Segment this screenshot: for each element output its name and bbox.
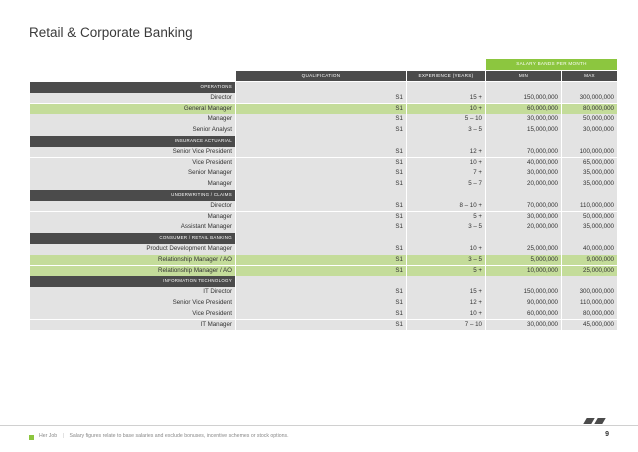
table-row [30,244,617,255]
min-salary-cell: 150,000,000 [486,287,561,298]
min-cell [486,136,561,147]
max-salary-cell: 25,000,000 [562,266,617,277]
job-title-cell: Manager [30,179,235,190]
experience-cell: 8 – 10 + [407,201,485,212]
table-row [30,266,617,277]
max-salary-cell: 50,000,000 [562,212,617,223]
salary-band-label: SALARY BANDS PER MONTH [486,59,617,70]
column-header-row [30,71,617,82]
job-title-cell: Senior Vice President [30,147,235,158]
footer-divider [0,425,638,426]
job-title-cell: Product Development Manager [30,244,235,255]
min-salary-cell: 15,000,000 [486,125,561,136]
max-cell [562,82,617,93]
section-row [30,82,617,93]
qualification-cell: S1 [236,287,406,298]
max-salary-cell: 35,000,000 [562,222,617,233]
job-title-cell: Director [30,201,235,212]
max-salary-cell: 100,000,000 [562,147,617,158]
table-row [30,287,617,298]
table-row [30,222,617,233]
table-row [30,212,617,223]
experience-cell: 5 + [407,266,485,277]
job-title-cell: Manager [30,212,235,223]
decor-slash [594,418,605,424]
qualification-cell: S1 [236,255,406,266]
max-salary-cell: 30,000,000 [562,125,617,136]
qualification-cell: S1 [236,93,406,104]
max-cell [562,190,617,201]
experience-cell [407,136,485,147]
max-salary-cell: 110,000,000 [562,201,617,212]
max-salary-cell: 110,000,000 [562,298,617,309]
min-salary-cell: 5,000,000 [486,255,561,266]
experience-cell: 12 + [407,298,485,309]
max-salary-cell: 65,000,000 [562,158,617,169]
section-title: OPERATIONS [30,82,235,93]
qualification-cell [236,276,406,287]
job-title-cell: Vice President [30,309,235,320]
table-row [30,93,617,104]
experience-cell: 10 + [407,244,485,255]
experience-cell: 3 – 5 [407,222,485,233]
max-salary-cell: 300,000,000 [562,93,617,104]
min-cell [486,190,561,201]
min-cell [486,233,561,244]
min-cell [486,82,561,93]
salary-band-header-row [30,59,617,70]
qualification-cell: S1 [236,147,406,158]
experience-cell: 5 – 10 [407,114,485,125]
qualification-cell: S1 [236,179,406,190]
qualification-cell: S1 [236,244,406,255]
experience-cell: 15 + [407,287,485,298]
qualification-cell: S1 [236,114,406,125]
min-header: MIN [486,71,561,82]
table-row [30,168,617,179]
job-title-cell: Relationship Manager / AO [30,255,235,266]
section-row [30,136,617,147]
max-cell [562,233,617,244]
section-title: INSURANCE ACTUARIAL [30,136,235,147]
footer-note [39,433,289,439]
min-cell [486,276,561,287]
job-title-cell: Assistant Manager [30,222,235,233]
job-title-cell: General Manager [30,104,235,115]
job-title-cell: Relationship Manager / AO [30,266,235,277]
qualification-cell: S1 [236,320,406,331]
job-title-cell: Vice President [30,158,235,169]
decor-slash [583,418,594,424]
qualification-cell [236,190,406,201]
experience-cell: 10 + [407,309,485,320]
min-salary-cell: 10,000,000 [486,266,561,277]
min-salary-cell: 20,000,000 [486,222,561,233]
job-title-cell: IT Manager [30,320,235,331]
qualification-cell: S1 [236,212,406,223]
section-title: INFORMATION TECHNOLOGY [30,276,235,287]
experience-cell: 5 + [407,212,485,223]
max-salary-cell: 80,000,000 [562,309,617,320]
min-salary-cell: 150,000,000 [486,93,561,104]
page-title: Retail & Corporate Banking [29,25,193,40]
table-row [30,179,617,190]
max-salary-cell: 45,000,000 [562,320,617,331]
experience-header: EXPERIENCE (YEARS) [407,71,485,82]
section-title: CONSUMER / RETAIL BANKING [30,233,235,244]
qualification-cell: S1 [236,222,406,233]
min-salary-cell: 40,000,000 [486,158,561,169]
qualification-cell: S1 [236,168,406,179]
min-salary-cell: 30,000,000 [486,168,561,179]
job-title-cell: Senior Vice President [30,298,235,309]
min-salary-cell: 30,000,000 [486,114,561,125]
min-salary-cell: 70,000,000 [486,147,561,158]
job-title-cell: IT Director [30,287,235,298]
max-header: MAX [562,71,617,82]
section-row [30,190,617,201]
experience-cell: 12 + [407,147,485,158]
min-salary-cell: 30,000,000 [486,320,561,331]
table-row [30,309,617,320]
qualification-cell: S1 [236,266,406,277]
experience-cell [407,233,485,244]
section-row [30,276,617,287]
max-salary-cell: 300,000,000 [562,287,617,298]
table-row [30,320,617,331]
experience-cell [407,190,485,201]
experience-cell: 7 + [407,168,485,179]
experience-cell [407,276,485,287]
min-salary-cell: 30,000,000 [486,212,561,223]
qualification-cell: S1 [236,125,406,136]
page-number: 9 [605,431,609,438]
max-salary-cell: 35,000,000 [562,168,617,179]
footer-brand: Her Job [39,433,58,439]
max-salary-cell: 80,000,000 [562,104,617,115]
experience-cell: 10 + [407,158,485,169]
min-salary-cell: 20,000,000 [486,179,561,190]
qualification-cell: S1 [236,104,406,115]
table-row [30,201,617,212]
qualification-cell: S1 [236,201,406,212]
job-title-cell: Director [30,93,235,104]
qualification-cell [236,136,406,147]
min-salary-cell: 60,000,000 [486,104,561,115]
qualification-cell: S1 [236,309,406,320]
job-title-cell: Manager [30,114,235,125]
table-row [30,147,617,158]
min-salary-cell: 60,000,000 [486,309,561,320]
experience-cell: 10 + [407,104,485,115]
table-row [30,104,617,115]
qualification-cell [236,82,406,93]
min-salary-cell: 25,000,000 [486,244,561,255]
max-salary-cell: 35,000,000 [562,179,617,190]
experience-cell: 7 – 10 [407,320,485,331]
qualification-header: QUALIFICATION [236,71,406,82]
min-salary-cell: 70,000,000 [486,201,561,212]
experience-cell: 15 + [407,93,485,104]
table-row [30,125,617,136]
max-salary-cell: 9,000,000 [562,255,617,266]
section-title: UNDERWRITING / CLAIMS [30,190,235,201]
job-title-cell: Senior Manager [30,168,235,179]
max-cell [562,276,617,287]
max-salary-cell: 40,000,000 [562,244,617,255]
qualification-cell: S1 [236,298,406,309]
experience-cell [407,82,485,93]
footer-disclaimer: Salary figures relate to base salaries and exclude bonuses, incentive schemes or stock options. [69,433,289,439]
table-row [30,298,617,309]
section-row [30,233,617,244]
footer-separator: | [62,433,64,439]
experience-cell: 3 – 5 [407,255,485,266]
experience-cell: 5 – 7 [407,179,485,190]
max-salary-cell: 50,000,000 [562,114,617,125]
table-row [30,114,617,125]
brand-square-icon [29,435,34,440]
qualification-cell [236,233,406,244]
max-cell [562,136,617,147]
qualification-cell: S1 [236,158,406,169]
table-row [30,158,617,169]
job-title-cell: Senior Analyst [30,125,235,136]
table-row [30,255,617,266]
min-salary-cell: 90,000,000 [486,298,561,309]
experience-cell: 3 – 5 [407,125,485,136]
